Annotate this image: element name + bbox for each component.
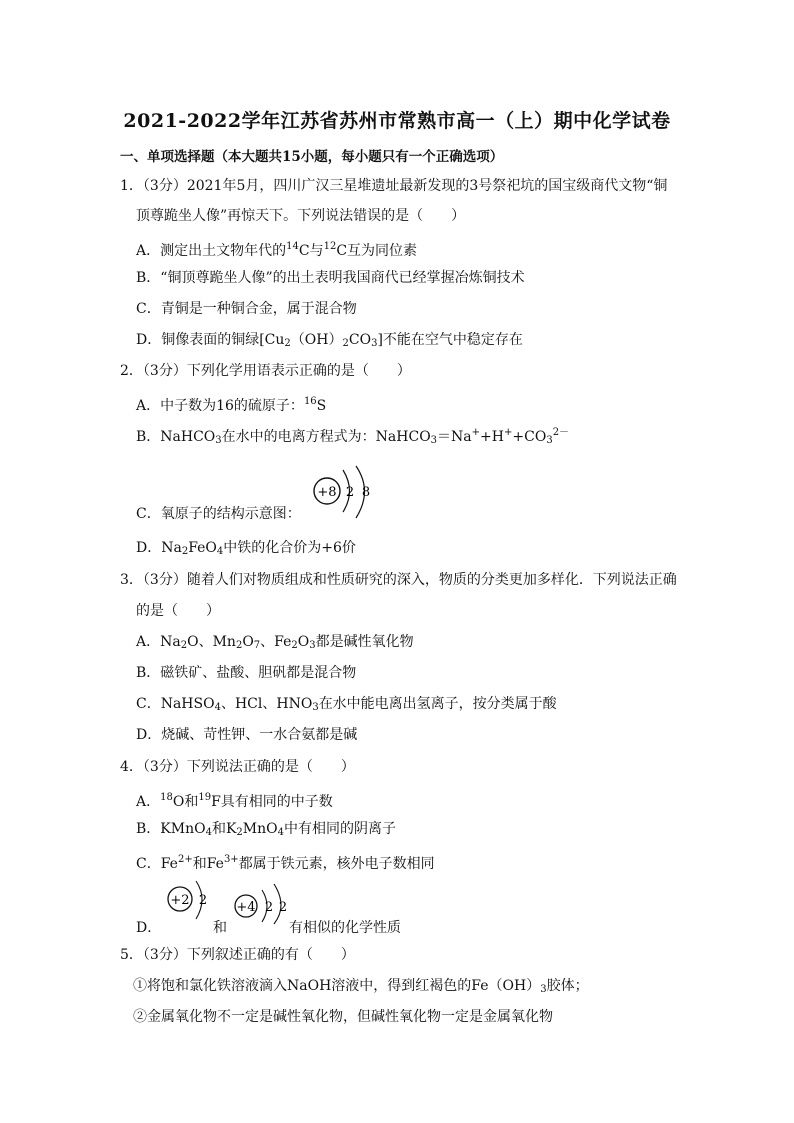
question-2-option-d: D．$Na_2FeO_4$中铁的化合价为+6价 bbox=[136, 540, 356, 557]
shell-1-electron-count: 2 bbox=[198, 893, 208, 908]
question-1-option-b: B．“铜顶尊跪坐人像”的出土表明我国商代已经掌握冶炼铜技术 bbox=[136, 270, 525, 286]
question-3-option-c: C．NaHSO$_4$、HCl、$HNO_3$在水中能电离出氢离子，按分类属于酸 bbox=[136, 696, 557, 713]
shell-2-electron-count: 8 bbox=[361, 485, 371, 500]
oxygen-atom-structure-diagram bbox=[306, 464, 386, 522]
question-5-statement-1: ①将饱和氯化铁溶液滴入NaOH溶液中，得到红褐色的$Fe(OH)_3$胶体； bbox=[133, 978, 589, 995]
question-4-option-d-text: 有相似的化学性质 bbox=[289, 920, 401, 936]
question-5-stem: 5．（3分）下列叙述正确的有（ ） bbox=[120, 947, 355, 963]
shell-2-electron-count: 2 bbox=[278, 900, 288, 915]
question-1-stem-line2: 顶尊跪坐人像”再惊天下。下列说法错误的是（ ） bbox=[136, 208, 466, 224]
question-1-option-c: C．青铜是一种铜合金，属于混合物 bbox=[136, 301, 357, 317]
section-heading: 一、单项选择题（本大题共15小题，每小题只有一个正确选项） bbox=[120, 149, 504, 165]
question-4-option-d-and: 和 bbox=[213, 920, 227, 936]
question-3-option-d: D．烧碱、苛性钾、一水合氨都是碱 bbox=[136, 727, 358, 743]
exam-title: 2021-2022学年江苏省苏州市常熟市高一（上）期中化学试卷 bbox=[123, 110, 671, 132]
question-4-option-c: C．$Fe^{2+}$和$Fe^{3+}$都属于铁元素，核外电子数相同 bbox=[136, 854, 435, 872]
question-5-statement-2: ②金属氧化物不一定是碱性氧化物，但碱性氧化物一定是金属氧化物 bbox=[133, 1009, 553, 1025]
question-3-option-b: B．磁铁矿、盐酸、胆矾都是混合物 bbox=[136, 665, 357, 681]
question-2-option-c: C．氧原子的结构示意图： bbox=[136, 506, 301, 522]
question-4-option-d-label: D． bbox=[136, 920, 162, 936]
question-2-option-a: A．中子数为16的硫原子：$^{16}$S bbox=[136, 396, 327, 414]
question-4-stem: 4．（3分）下列说法正确的是（ ） bbox=[120, 759, 355, 775]
question-3-stem-line1: 3．（3分）随着人们对物质组成和性质研究的深入，物质的分类更加多样化．下列说法正确 bbox=[120, 572, 677, 588]
question-1-option-a: A．测定出土文物年代的$^{14}$C与$^{12}$C互为同位素 bbox=[136, 241, 418, 259]
shell-1-electron-count: 2 bbox=[345, 485, 355, 500]
question-3-option-a: A．$Na_2O$、$Mn_2O_7$、$Fe_2O_3$都是碱性氧化物 bbox=[136, 634, 414, 651]
question-4-option-b: B．KMnO$_4$和$K_2MnO_4$中有相同的阴离子 bbox=[136, 821, 397, 838]
shell-1-electron-count: 2 bbox=[264, 900, 274, 915]
question-2-option-b: B．NaHCO$_3$在水中的电离方程式为：$NaHCO_3=Na^++H^++CO_3^{2-}$ bbox=[136, 427, 570, 446]
question-1-stem-line1: 1．（3分）2021年5月，四川广汉三星堆遗址最新发现的3号祭祀坑的国宝级商代文物“铜 bbox=[120, 178, 668, 194]
nucleus-charge-label: +8 bbox=[317, 485, 337, 500]
question-4-option-a: A．$^{18}$O和$^{19}$F具有相同的中子数 bbox=[136, 792, 333, 810]
plus2-ion-structure-diagram bbox=[160, 877, 216, 923]
question-3-stem-line2: 的是（ ） bbox=[136, 603, 220, 619]
question-1-option-d: D．铜像表面的铜绿$[Cu_2(OH)_2CO_3]$不能在空气中稳定存在 bbox=[136, 332, 523, 349]
question-2-stem: 2．（3分）下列化学用语表示正确的是（ ） bbox=[120, 363, 411, 379]
nucleus-charge-label: +4 bbox=[236, 900, 256, 915]
nucleus-charge-label: +2 bbox=[170, 893, 190, 908]
